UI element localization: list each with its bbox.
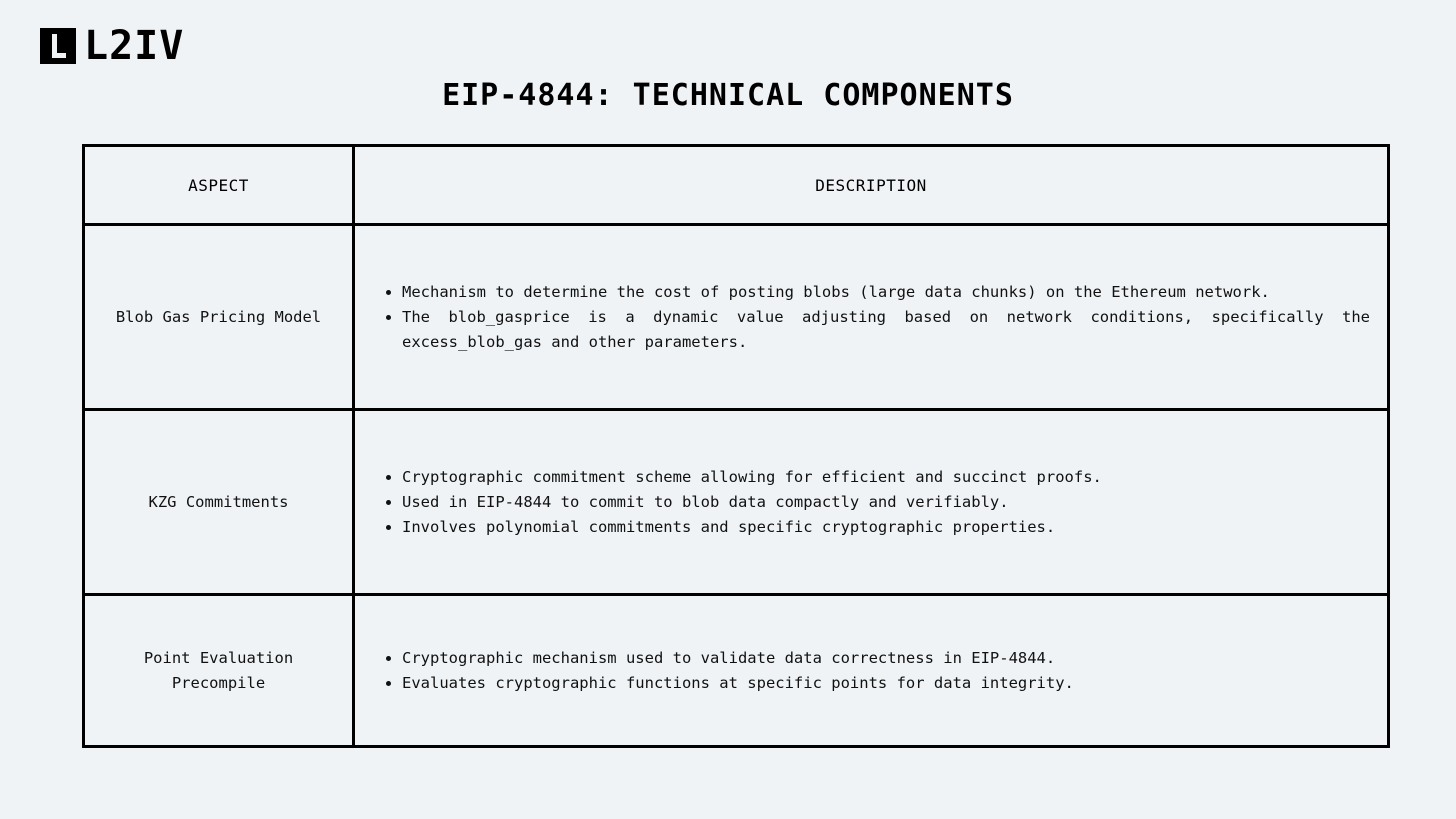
aspect-cell: Blob Gas Pricing Model xyxy=(84,225,354,410)
bullet-item: • Cryptographic mechanism used to validate data correctness in EIP-4844. xyxy=(402,646,1370,671)
brand-logo xyxy=(40,22,185,69)
table-row xyxy=(84,225,1389,410)
bullet-list xyxy=(383,465,1370,540)
aspect-cell: KZG Commitments xyxy=(84,410,354,595)
bullet-item: • The blob_gasprice is a dynamic value adjusting based on network conditions, specifically the excess_blob_gas and other parameters. xyxy=(402,305,1370,355)
bullet-item: • Involves polynomial commitments and specific cryptographic properties. xyxy=(402,515,1370,540)
bullet-list xyxy=(383,280,1370,355)
brand-name: L2IV xyxy=(84,22,185,69)
table-header-row xyxy=(84,146,1389,225)
l2iv-logo-icon xyxy=(40,28,76,64)
page-title: EIP-4844: TECHNICAL COMPONENTS xyxy=(442,78,1014,113)
bullet-item: • Evaluates cryptographic functions at specific points for data integrity. xyxy=(402,671,1370,696)
components-table xyxy=(82,144,1390,748)
bullet-item: • Used in EIP-4844 to commit to blob data compactly and verifiably. xyxy=(402,490,1370,515)
description-cell xyxy=(354,225,1389,410)
table-row xyxy=(84,595,1389,747)
table-row xyxy=(84,410,1389,595)
header-aspect: ASPECT xyxy=(84,146,354,225)
aspect-cell: Point Evaluation Precompile xyxy=(84,595,354,747)
bullet-item: • Cryptographic commitment scheme allowing for efficient and succinct proofs. xyxy=(402,465,1370,490)
header-description: DESCRIPTION xyxy=(354,146,1389,225)
description-cell xyxy=(354,410,1389,595)
bullet-list xyxy=(383,646,1370,696)
description-cell xyxy=(354,595,1389,747)
bullet-item: • Mechanism to determine the cost of posting blobs (large data chunks) on the Ethereum network. xyxy=(402,280,1370,305)
